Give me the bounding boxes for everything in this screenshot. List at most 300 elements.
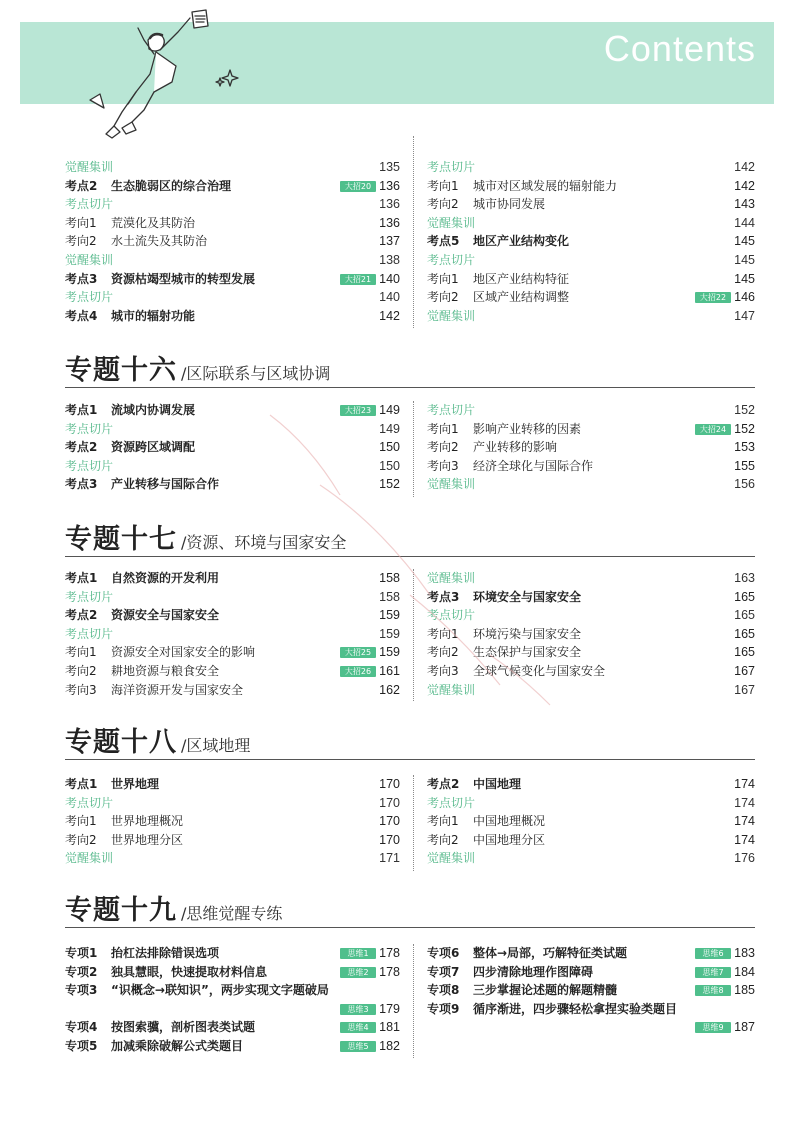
- toc-entry-prefix: 考向2: [427, 832, 459, 847]
- toc-entry-title: 影响产业转移的因素: [473, 421, 582, 436]
- toc-entry-title: 觉醒集训: [427, 851, 476, 866]
- toc-entry[interactable]: [427, 232, 755, 251]
- toc-entry-text: [65, 608, 219, 622]
- toc-entry-text: [427, 290, 569, 304]
- toc-entry-title: 耕地资源与粮食安全: [111, 663, 220, 678]
- page-number: 136: [379, 178, 400, 193]
- toc-entry-text: [65, 683, 243, 697]
- toc-entry-text: [65, 983, 329, 997]
- toc-entry-title: 中国地理概况: [473, 814, 546, 829]
- toc-entry[interactable]: [427, 588, 755, 607]
- toc-entry-text: [427, 571, 475, 585]
- page-number: 176: [734, 851, 755, 866]
- toc-entry-prefix: 考向2: [427, 197, 459, 212]
- toc-entry-title: 循序渐进，四步骤轻松拿捏实验类题目: [473, 1001, 678, 1016]
- section-title: 专题十八: [65, 727, 177, 758]
- section-header: [65, 348, 755, 388]
- page-number: 170: [379, 795, 400, 810]
- toc-entry-title: 考点切片: [65, 290, 114, 305]
- toc-block: [65, 775, 755, 871]
- toc-entry-title: 四步清除地理作图障碍: [473, 964, 594, 979]
- toc-entry[interactable]: [427, 1018, 755, 1037]
- toc-entry-title: 三步掌握论述题的解题精髓: [473, 983, 618, 998]
- toc-entry-text: [427, 422, 581, 436]
- toc-entry[interactable]: [65, 1018, 400, 1037]
- toc-entry[interactable]: [427, 606, 755, 625]
- toc-entry-prefix: 专项3: [65, 983, 98, 998]
- toc-entry[interactable]: [65, 438, 400, 457]
- method-badge: 思维8: [695, 985, 731, 996]
- toc-column-right: [427, 944, 755, 1037]
- page-number: 142: [379, 308, 400, 323]
- toc-entry-text: [65, 459, 113, 473]
- toc-entry-title: 全球气候变化与国家安全: [473, 663, 606, 678]
- toc-entry-prefix: 考向2: [427, 645, 459, 660]
- page-number: 170: [379, 777, 400, 791]
- toc-entry-text: [65, 851, 113, 865]
- toc-entry-prefix: 考点3: [65, 271, 98, 286]
- toc-entry-title: 考点切片: [427, 608, 476, 623]
- toc-entry[interactable]: [427, 195, 755, 214]
- toc-entry-text: [427, 627, 581, 641]
- toc-entry-prefix: 考向2: [427, 290, 459, 305]
- toc-entry-text: [427, 814, 545, 828]
- toc-entry-prefix: 专项9: [427, 1001, 460, 1016]
- toc-entry-prefix: 考点1: [65, 403, 98, 417]
- section-subtitle: /区域地理: [181, 736, 251, 755]
- toc-entry-title: 世界地理概况: [111, 814, 184, 829]
- section-header: [65, 720, 755, 760]
- toc-entry-title: 区域产业结构调整: [473, 290, 570, 305]
- toc-entry-prefix: 考点1: [65, 571, 98, 585]
- toc-entry[interactable]: [427, 1000, 755, 1019]
- page-number: 149: [379, 421, 400, 436]
- toc-entry[interactable]: [65, 944, 400, 963]
- toc-block: [65, 944, 755, 1058]
- toc-entry[interactable]: [65, 681, 400, 700]
- toc-entry[interactable]: [427, 794, 755, 813]
- toc-entry-prefix: 考向1: [65, 215, 97, 230]
- toc-entry-title: 地区产业结构特征: [473, 271, 570, 286]
- toc-entry-title: 自然资源的开发利用: [111, 571, 220, 585]
- toc-entry-text: [427, 477, 475, 491]
- page-number: 156: [734, 477, 755, 492]
- toc-entry-title: 考点切片: [427, 252, 476, 267]
- toc-entry-title: 资源跨区域调配: [111, 440, 196, 455]
- toc-entry[interactable]: [65, 588, 400, 607]
- toc-entry[interactable]: [427, 401, 755, 420]
- toc-column-right: [427, 775, 755, 868]
- page-number: 150: [379, 458, 400, 473]
- page-number: 165: [734, 645, 755, 660]
- toc-entry-title: 世界地理分区: [111, 832, 184, 847]
- column-divider: [413, 944, 414, 1058]
- toc-entry-prefix: 专项1: [65, 946, 98, 960]
- toc-entry-title: 环境污染与国家安全: [473, 626, 582, 641]
- toc-column-right: [427, 569, 755, 699]
- toc-entry-text: [427, 796, 475, 810]
- toc-entry-prefix: 考点3: [427, 589, 460, 604]
- toc-entry-prefix: 专项4: [65, 1020, 98, 1035]
- method-badge: 思维3: [340, 1004, 376, 1015]
- toc-entry[interactable]: [427, 643, 755, 662]
- toc-entry-text: [65, 197, 113, 211]
- page-number: 162: [379, 682, 400, 697]
- toc-entry-text: [427, 309, 475, 323]
- toc-entry-prefix: 考向3: [427, 458, 459, 473]
- toc-entry-title: 觉醒集训: [65, 160, 114, 174]
- toc-entry-prefix: 考点3: [65, 477, 98, 492]
- toc-entry-prefix: 考点4: [65, 308, 98, 323]
- page-number: 187: [734, 1020, 755, 1035]
- page-number: 165: [734, 589, 755, 604]
- page-number: 165: [734, 626, 755, 641]
- column-divider: [413, 775, 414, 871]
- page-number: 143: [734, 197, 755, 212]
- toc-entry-prefix: 专项2: [65, 964, 98, 979]
- toc-entry[interactable]: [427, 475, 755, 494]
- toc-entry-prefix: 考点1: [65, 777, 98, 791]
- toc-entry-prefix: 考向1: [427, 421, 459, 436]
- toc-entry-text: [427, 608, 475, 622]
- toc-entry-text: [65, 422, 113, 436]
- toc-entry[interactable]: [65, 475, 400, 494]
- toc-entry-text: [65, 179, 231, 193]
- toc-block: [65, 401, 755, 497]
- toc-entry-prefix: 考向1: [65, 645, 97, 660]
- toc-column-left: [65, 158, 400, 325]
- toc-entry[interactable]: [65, 232, 400, 251]
- toc-entry[interactable]: [65, 831, 400, 850]
- toc-entry[interactable]: [427, 270, 755, 289]
- toc-entry-title: 考点切片: [65, 626, 114, 641]
- section-subtitle: /资源、环境与国家安全: [181, 533, 347, 552]
- toc-entry-text: [65, 590, 113, 604]
- page-number: 159: [379, 645, 400, 660]
- toc-entry[interactable]: [427, 625, 755, 644]
- toc-entry-title: 觉醒集训: [65, 252, 114, 267]
- section-title: 专题十九: [65, 895, 177, 926]
- toc-entry-title: 资源安全对国家安全的影响: [111, 645, 256, 660]
- toc-entry-title: 环境安全与国家安全: [473, 589, 582, 604]
- toc-entry[interactable]: [65, 662, 400, 681]
- toc-entry[interactable]: [427, 963, 755, 982]
- toc-entry[interactable]: [427, 849, 755, 868]
- toc-entry-prefix: 考点2: [65, 608, 98, 623]
- contents-title: Contents: [603, 28, 756, 69]
- toc-entry-text: [427, 983, 617, 997]
- toc-entry-title: 觉醒集训: [65, 851, 114, 866]
- column-divider: [413, 569, 414, 701]
- toc-entry[interactable]: [427, 214, 755, 233]
- toc-entry-title: 资源安全与国家安全: [111, 608, 220, 623]
- toc-entry-text: [427, 179, 617, 193]
- toc-entry[interactable]: [65, 963, 400, 982]
- toc-entry[interactable]: [65, 1037, 400, 1056]
- toc-entry-text: [427, 272, 569, 286]
- page-number: 158: [379, 589, 400, 604]
- toc-entry[interactable]: [427, 831, 755, 850]
- page-number: 178: [379, 964, 400, 979]
- toc-entry-title: 加减乘除破解公式类题目: [111, 1038, 244, 1053]
- page-number: 135: [379, 160, 400, 174]
- page-number: 170: [379, 832, 400, 847]
- page-number: 159: [379, 626, 400, 641]
- page-number: 159: [379, 608, 400, 623]
- toc-entry[interactable]: [65, 625, 400, 644]
- toc-entry-prefix: 考点2: [65, 178, 98, 193]
- page-number: 146: [734, 290, 755, 305]
- toc-column-left: [65, 944, 400, 1056]
- toc-entry[interactable]: [65, 643, 400, 662]
- page-number: 185: [734, 983, 755, 998]
- toc-entry-text: [427, 590, 581, 604]
- toc-entry[interactable]: [65, 849, 400, 868]
- page-number: 142: [734, 178, 755, 193]
- toc-entry[interactable]: [65, 177, 400, 196]
- toc-entry-text: [65, 160, 113, 174]
- toc-entry[interactable]: [65, 1000, 400, 1019]
- toc-entry-text: [427, 1002, 677, 1016]
- page-number: 181: [379, 1020, 400, 1035]
- toc-entry-text: [427, 197, 545, 211]
- toc-entry[interactable]: [65, 569, 400, 588]
- toc-entry-prefix: 专项6: [427, 946, 460, 960]
- method-badge: 思维4: [340, 1022, 376, 1033]
- page-number: 184: [734, 964, 755, 979]
- toc-top-block: [65, 158, 755, 328]
- page-number: 182: [379, 1038, 400, 1053]
- toc-entry[interactable]: [65, 981, 400, 1000]
- section-header: [65, 517, 755, 557]
- toc-entry-text: [427, 965, 593, 979]
- toc-entry[interactable]: [65, 158, 400, 177]
- toc-entry-text: [427, 683, 475, 697]
- section-title: 专题十六: [65, 355, 177, 386]
- toc-entry-text: [427, 403, 475, 417]
- page-number: 138: [379, 252, 400, 267]
- toc-entry-prefix: 考向2: [427, 440, 459, 455]
- toc-entry-title: 抬杠法排除错误选项: [111, 946, 220, 960]
- page-number: 178: [379, 946, 400, 960]
- toc-entry-title: 城市对区域发展的辐射能力: [473, 178, 618, 193]
- toc-entry[interactable]: [65, 775, 400, 794]
- method-badge: 大招24: [695, 424, 731, 435]
- toc-entry-text: [65, 234, 207, 248]
- toc-entry-title: 资源枯竭型城市的转型发展: [111, 271, 256, 286]
- page-number: 145: [734, 271, 755, 286]
- toc-column-left: [65, 569, 400, 699]
- page-number: 136: [379, 215, 400, 230]
- toc-entry-title: 考点切片: [427, 160, 476, 174]
- toc-entry-title: 世界地理: [111, 777, 160, 791]
- toc-entry-title: 考点切片: [427, 795, 476, 810]
- toc-entry-text: [65, 796, 113, 810]
- toc-entry-text: [65, 946, 219, 960]
- toc-entry-text: [65, 664, 219, 678]
- toc-entry-title: 考点切片: [427, 403, 476, 417]
- toc-entry-text: [427, 664, 605, 678]
- page-number: 149: [379, 403, 400, 417]
- toc-entry-prefix: 专项5: [65, 1038, 98, 1053]
- toc-entry-text: [65, 440, 195, 454]
- toc-column-left: [65, 775, 400, 868]
- toc-entry[interactable]: [65, 794, 400, 813]
- toc-entry-text: [65, 627, 113, 641]
- toc-entry[interactable]: [427, 438, 755, 457]
- toc-entry[interactable]: [65, 457, 400, 476]
- method-badge: 思维2: [340, 967, 376, 978]
- page-number: 174: [734, 832, 755, 847]
- column-divider: [413, 136, 414, 328]
- toc-entry[interactable]: [427, 662, 755, 681]
- toc-entry-prefix: 考向2: [65, 832, 97, 847]
- toc-entry-text: [65, 645, 255, 659]
- toc-entry-text: [427, 234, 569, 248]
- toc-entry[interactable]: [427, 420, 755, 439]
- toc-entry-text: [427, 833, 545, 847]
- toc-entry-title: 城市的辐射功能: [111, 308, 196, 323]
- page-number: 167: [734, 663, 755, 678]
- toc-entry-text: [65, 216, 195, 230]
- toc-entry-title: 独具慧眼，快速提取材料信息: [111, 964, 268, 979]
- method-badge: 大招26: [340, 666, 376, 677]
- toc-entry[interactable]: [65, 420, 400, 439]
- method-badge: 思维9: [695, 1022, 731, 1033]
- method-badge: 思维6: [695, 948, 731, 959]
- toc-entry[interactable]: [427, 307, 755, 326]
- toc-entry-title: 觉醒集训: [427, 571, 476, 585]
- toc-entry-title: 考点切片: [65, 197, 114, 212]
- toc-entry[interactable]: [65, 288, 400, 307]
- method-badge: 大招21: [340, 274, 376, 285]
- toc-entry[interactable]: [65, 307, 400, 326]
- toc-entry[interactable]: [65, 214, 400, 233]
- toc-entry-text: [427, 216, 475, 230]
- toc-entry-text: [65, 1020, 255, 1034]
- toc-entry-title: 生态保护与国家安全: [473, 645, 582, 660]
- toc-entry-prefix: 专项7: [427, 964, 460, 979]
- toc-entry-prefix: 考向1: [427, 814, 459, 829]
- page-number: 174: [734, 814, 755, 829]
- toc-entry-title: 按图索骥，剖析图表类试题: [111, 1020, 256, 1035]
- column-divider: [413, 401, 414, 497]
- toc-entry[interactable]: [427, 944, 755, 963]
- toc-entry-title: “识概念→联知识”，两步实现文字题破局: [111, 983, 329, 998]
- toc-column-right: [427, 158, 755, 325]
- page-number: 174: [734, 777, 755, 791]
- toc-entry-title: 觉醒集训: [427, 477, 476, 492]
- toc-entry-title: 经济全球化与国际合作: [473, 458, 594, 473]
- toc-entry-text: [65, 814, 183, 828]
- toc-entry-text: [65, 833, 183, 847]
- toc-entry[interactable]: [65, 270, 400, 289]
- toc-entry-prefix: 考向1: [65, 814, 97, 829]
- page-number: 161: [379, 663, 400, 678]
- page-number: 171: [379, 851, 400, 866]
- toc-entry-text: [65, 253, 113, 267]
- toc-entry-prefix: 考向1: [427, 271, 459, 286]
- toc-entry-prefix: 考向3: [427, 663, 459, 678]
- page-number: 167: [734, 682, 755, 697]
- toc-entry-prefix: 考向1: [427, 178, 459, 193]
- toc-entry[interactable]: [427, 251, 755, 270]
- toc-entry[interactable]: [427, 681, 755, 700]
- toc-entry[interactable]: [65, 812, 400, 831]
- method-badge: 思维7: [695, 967, 731, 978]
- toc-entry-prefix: 专项8: [427, 983, 460, 998]
- page-number: 137: [379, 234, 400, 249]
- toc-entry[interactable]: [427, 812, 755, 831]
- page-number: 183: [734, 946, 755, 960]
- toc-column-left: [65, 401, 400, 494]
- toc-entry-title: 中国地理分区: [473, 832, 546, 847]
- toc-entry-text: [65, 477, 219, 491]
- toc-entry-text: [65, 777, 159, 791]
- page-number: 136: [379, 197, 400, 212]
- toc-entry-title: 觉醒集训: [427, 682, 476, 697]
- toc-entry-prefix: 考向2: [65, 234, 97, 249]
- toc-entry-title: 地区产业结构变化: [473, 234, 570, 249]
- toc-entry-text: [427, 440, 557, 454]
- jumping-student-illustration: [70, 8, 270, 153]
- page-number: 147: [734, 308, 755, 323]
- toc-entry-title: 荒漠化及其防治: [111, 215, 196, 230]
- section-subtitle: /区际联系与区域协调: [181, 364, 331, 383]
- toc-entry-title: 城市协同发展: [473, 197, 546, 212]
- toc-entry[interactable]: [65, 401, 400, 420]
- toc-entry-text: [65, 309, 195, 323]
- toc-entry[interactable]: [65, 606, 400, 625]
- toc-entry[interactable]: [65, 251, 400, 270]
- toc-entry-text: [65, 403, 195, 417]
- toc-entry[interactable]: [427, 569, 755, 588]
- toc-entry-text: [427, 160, 475, 174]
- method-badge: 大招22: [695, 292, 731, 303]
- toc-entry-title: 产业转移的影响: [473, 440, 558, 455]
- page-number: 155: [734, 458, 755, 473]
- toc-entry-prefix: 考向2: [65, 663, 97, 678]
- toc-entry-title: 考点切片: [65, 589, 114, 604]
- toc-entry[interactable]: [65, 195, 400, 214]
- page-number: 170: [379, 814, 400, 829]
- page-number: 152: [379, 477, 400, 492]
- toc-entry-title: 海洋资源开发与国家安全: [111, 682, 244, 697]
- toc-entry-text: [65, 290, 113, 304]
- toc-entry[interactable]: [427, 775, 755, 794]
- toc-entry[interactable]: [427, 457, 755, 476]
- toc-entry[interactable]: [427, 177, 755, 196]
- toc-entry-text: [65, 571, 219, 585]
- toc-entry-text: [427, 645, 581, 659]
- toc-entry[interactable]: [427, 288, 755, 307]
- toc-entry[interactable]: [427, 158, 755, 177]
- toc-entry[interactable]: [427, 981, 755, 1000]
- page-number: 179: [379, 1001, 400, 1016]
- toc-entry-text: [427, 851, 475, 865]
- page-number: 150: [379, 440, 400, 455]
- toc-entry-text: [65, 965, 267, 979]
- page-number: 145: [734, 252, 755, 267]
- toc-entry-title: 中国地理: [473, 777, 522, 791]
- toc-column-right: [427, 401, 755, 494]
- page-number: 142: [734, 160, 755, 174]
- method-badge: 大招20: [340, 181, 376, 192]
- section-header: [65, 888, 755, 928]
- toc-entry-text: [427, 459, 593, 473]
- method-badge: 思维5: [340, 1041, 376, 1052]
- toc-entry-text: [427, 946, 627, 960]
